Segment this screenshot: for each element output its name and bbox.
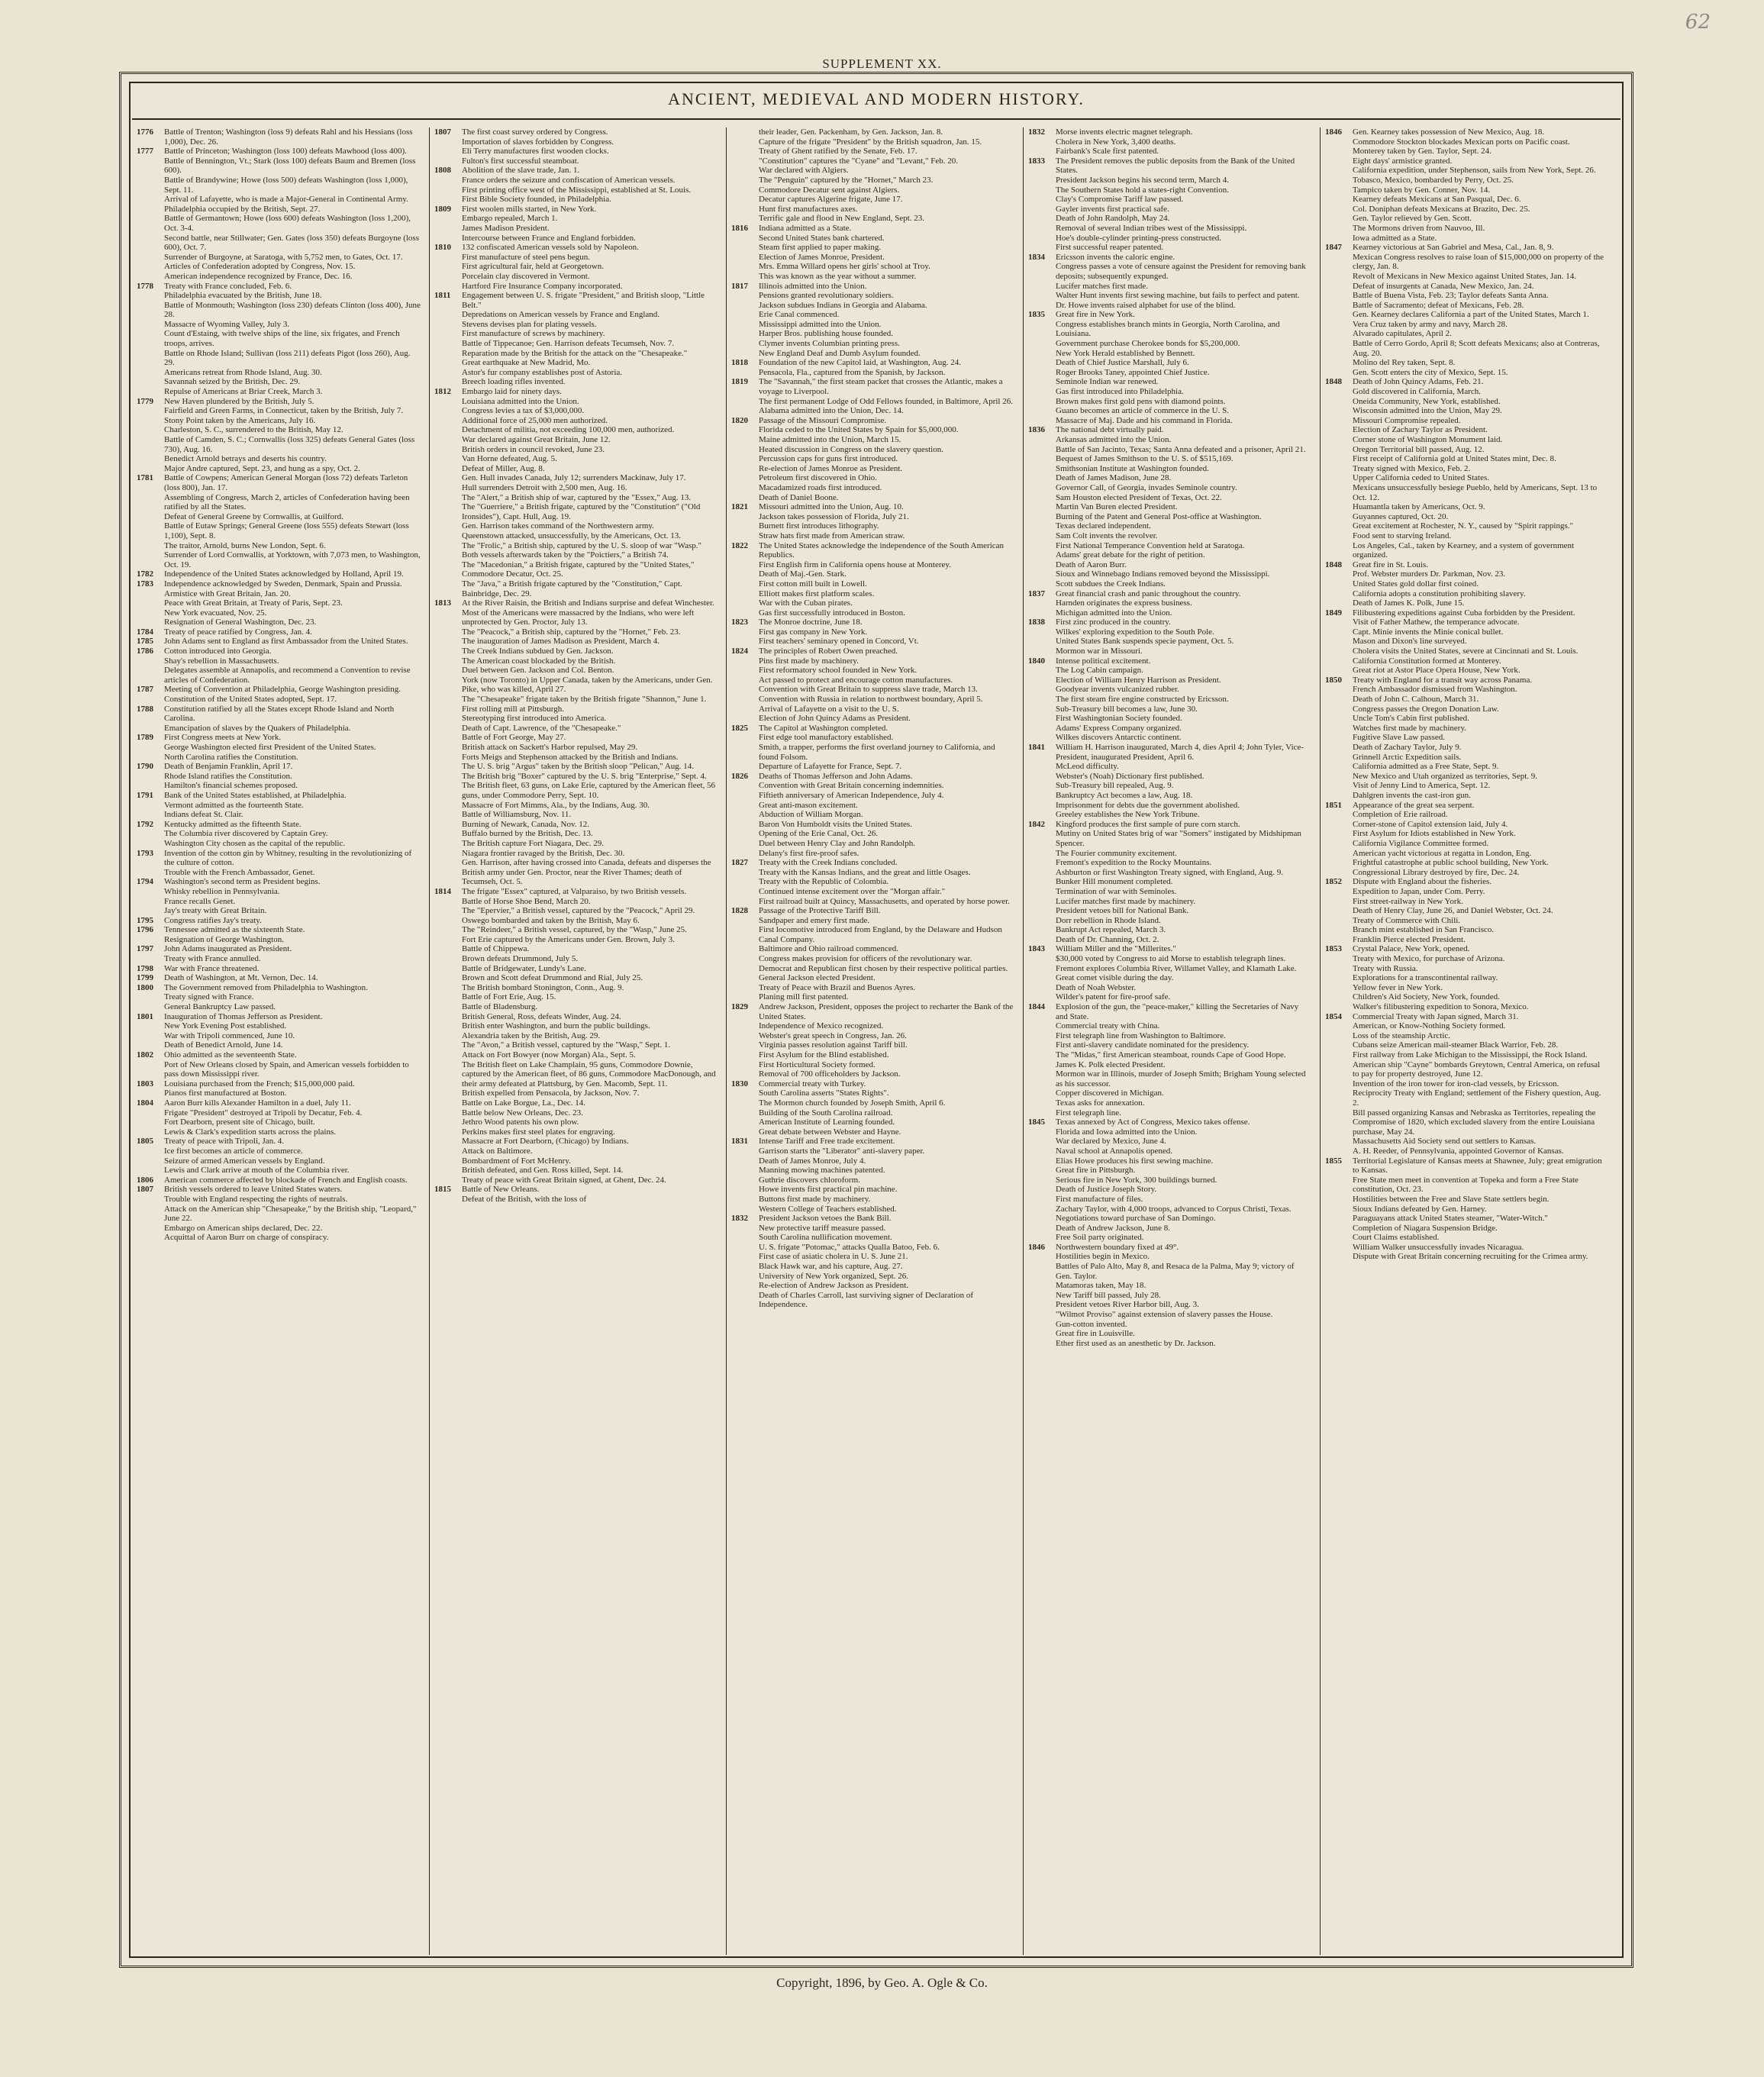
entry-year: 1807 <box>137 1185 153 1195</box>
entry-text: Morse invents electric magnet telegraph. Cholera in New York, 3,400 deaths. Fairbank's Scale first patented. <box>1056 127 1193 156</box>
entry-text: Kentucky admitted as the fifteenth State. The Columbia river discovered by Captain Grey. Washington City chosen as the capital of the republic. <box>164 819 346 848</box>
year-entry <box>137 705 421 734</box>
entry-year: 1854 <box>1325 1011 1342 1021</box>
entry-year: 1789 <box>137 733 153 743</box>
year-entry <box>434 127 718 166</box>
year-entry <box>1028 310 1311 425</box>
entry-text: Battle of Princeton; Washington (loss 100) defeats Mawhood (loss 400). Battle of Bennington, Vt.; Stark (loss 100) defeats Baum and Bremen (loss 600). Battle of Brandywine; Howe (loss 500) defeats Washington (loss 1,000), Sept. 11. Arrival of Lafayette, who is made a Major-General in Continental Army. Philadelphia occupied by the British, Sept. 27. Battle of Germantown; Howe (loss 600) defeats Washington (loss 1,200), Oct. 3-4. Second battle, near Stillwater; Gen. Gates (loss 350) defeats Burgoyne (loss 600), Oct. 7. Surrender of Burgoyne, at Saratoga, with 5,752 men, to Gates, Oct. 17. Articles of Confederation adopted by Congress, Nov. 15. American independence recognized by France, Dec. 16. <box>164 147 419 281</box>
year-entry <box>137 983 421 1012</box>
entry-year: 1801 <box>137 1011 153 1021</box>
year-entry <box>137 473 421 569</box>
entry-year: 1816 <box>731 223 748 233</box>
year-entry <box>434 598 718 887</box>
year-entry <box>137 820 421 849</box>
year-entry <box>1325 127 1608 243</box>
year-entry <box>434 387 718 598</box>
entry-text: Tennessee admitted as the sixteenth State. Resignation of George Washington. <box>164 925 305 944</box>
year-entry <box>137 973 421 983</box>
year-entry <box>1325 243 1608 377</box>
entry-year: 1855 <box>1325 1156 1342 1166</box>
entry-year: 1790 <box>137 762 153 772</box>
entry-text: Foundation of the new Capitol laid, at Washington, Aug. 24. Pensacola, Fla., captured from the Spanish, by Jackson. <box>759 358 962 377</box>
entry-year: 1797 <box>137 944 153 954</box>
year-entry <box>434 243 718 291</box>
entry-year: 1791 <box>137 790 153 800</box>
entry-text: First zinc produced in the country. Wilkes' exploring expedition to the South Pole. United States Bank suspends specie payment, Oct. 5. Mormon war in Missouri. <box>1056 618 1234 656</box>
entry-text: Commercial Treaty with Japan signed, March 31. American, or Know-Nothing Society formed. Loss of the steamship Arctic. Cubans seize American mail-steamer Black Warrior, Feb. 28. First railway from Lake Michigan to the Mississippi, the Rock Island. American ship "Cayne" bombards Greytown, Central America, on refusal to pay for property destroyed, June 12. Invention of the iron tower for iron-clad vessels, by Ericsson. Reciprocity Treaty with England; settlement of the Fishery question, Aug. 2. Bill passed organizing Kansas and Nebraska as Territories, repealing the Compromise of 1820, which excluded slavery from the entire Louisiana purchase, May 24. Massachusetts Aid Society send out settlers to Kansas. A. H. Reeder, of Pennsylvania, appointed Governor of Kansas. <box>1353 1011 1601 1156</box>
year-entry <box>434 1185 718 1204</box>
entry-text: Ericsson invents the caloric engine. Congress passes a vote of censure against the President for removing bank deposits; subsequently expunged. Lucifer matches first made. Walter Hunt invents first sewing machine, but fails to perfect and patent. Dr. Howe invents raised alphabet for use of the blind. <box>1056 252 1306 310</box>
year-entry <box>137 647 421 685</box>
entry-text: Meeting of Convention at Philadelphia, George Washington presiding. Constitution of the United States adopted, Sept. 17. <box>164 685 401 705</box>
year-entry <box>434 205 718 243</box>
entry-year: 1825 <box>731 723 748 733</box>
entry-text: Appearance of the great sea serpent. Completion of Erie railroad. Corner-stone of Capitol extension laid, July 4. First Asylum for Idiots established in New York. California Vigilance Committee formed. American yacht victorious at regatta in London, Eng. Frightful catastrophe at public school building, New York. Congressional Library destroyed by fire, Dec. 24. <box>1353 800 1549 877</box>
entry-year: 1844 <box>1028 1002 1045 1012</box>
entry-year: 1812 <box>434 387 451 397</box>
entry-text: Abolition of the slave trade, Jan. 1. France orders the seizure and confiscation of American vessels. First printing office west of the Mississippi, established at St. Louis. First Bible Society founded, in Philadelphia. <box>462 166 692 205</box>
entry-year: 1810 <box>434 243 451 253</box>
entry-year: 1842 <box>1028 819 1045 829</box>
year-entry <box>137 397 421 474</box>
year-entry <box>1325 676 1608 801</box>
entry-year: 1818 <box>731 358 748 368</box>
year-entry <box>1028 618 1311 656</box>
entry-year: 1796 <box>137 925 153 935</box>
entry-text: First Congress meets at New York. George Washington elected first President of the United States. North Carolina ratifies the Constitution. <box>164 733 376 762</box>
year-entry <box>731 1137 1014 1214</box>
year-entry <box>1325 1012 1608 1156</box>
entry-text: Battle of New Orleans. Defeat of the British, with the loss of <box>462 1185 587 1204</box>
entry-year: 1837 <box>1028 589 1045 598</box>
entry-year: 1830 <box>731 1079 748 1088</box>
year-entry <box>137 1098 421 1137</box>
entry-text: War with France threatened. <box>164 963 260 973</box>
entry-text: Dispute with England about the fisheries. Expedition to Japan, under Com. Perry. First street-railway in New York. Death of Henry Clay, June 26, and Daniel Webster, Oct. 24. Treaty of Commerce with Chili. Branch mint established in San Francisco. Franklin Pierce elected President. <box>1353 877 1553 944</box>
year-entry <box>137 1185 421 1243</box>
entry-text: William H. Harrison inaugurated, March 4, dies April 4; John Tyler, Vice-President, inaugurated President, April 6. McLeod difficulty. Webster's (Noah) Dictionary first published. Sub-Treasury bill repealed, Aug. 9. Bankruptcy Act becomes a law, Aug. 18. Imprisonment for debts due the government abolished. Greeley establishes the New York Tribune. <box>1056 743 1304 820</box>
entry-text: Intense Tariff and Free trade excitement. Garrison starts the "Liberator" anti-slavery paper. Death of James Monroe, July 4. Manning mowing machines patented. Guthrie discovers chloroform. Howe invents first practical pin machine. Buttons first made by machinery. Western College of Teachers established. <box>759 1137 925 1214</box>
copyright-line: Copyright, 1896, by Geo. A. Ogle & Co. <box>776 1975 988 1990</box>
entry-text: their leader, Gen. Packenham, by Gen. Jackson, Jan. 8. Capture of the frigate "President" by the British squadron, Jan. 15. Treaty of Ghent ratified by the Senate, Feb. 17. "Constitution" captures the "Cyane" and "Levant," Feb. 20. War declared with Algiers. The "Penguin" captured by the "Hornet," March 23. Commodore Decatur sent against Algiers. Decatur captures Algerine frigate, June 17. Hunt first manufactures axes. Terrific gale and flood in New England, Sept. 23. <box>759 127 982 224</box>
entry-year: 1832 <box>731 1214 748 1224</box>
entry-year: 1835 <box>1028 310 1045 320</box>
entry-text: The United States acknowledge the independence of the South American Republics. First English firm in California opens house at Monterey. Death of Maj.-Gen. Stark. First cotton mill built in Lowell. Elliott makes first platform scales. War with the Cuban pirates. Gas first successfully introduced in Boston. <box>759 540 1005 618</box>
entry-text: Embargo laid for ninety days. Louisiana admitted into the Union. Congress levies a tax of $3,000,000. Additional force of 25,000 men authorized. Detachment of militia, not exceeding 100,000 men, authorized. War declared against Great Britain, June 12. British orders in council revoked, June 23. Van Horne defeated, Aug. 5. Defeat of Miller, Aug. 8. Gen. Hull invades Canada, July 12; surrenders Mackinaw, July 17. Hull surrenders Detroit with 2,500 men, Aug. 16. The "Alert," a British ship of war, captured by the "Essex," Aug. 13. The "Guerriere," a British frigate, captured by the "Constitution" ("Old Ironsides"), Capt. Hull, Aug. 19. Gen. Harrison takes command of the Northwestern army. Queenstown attacked, unsuccessfully, by the Americans, Oct. 13. The "Frolic," a British ship, captured by the U. S. sloop of war "Wasp." Both vessels afterwards taken by the "Poictiers," a British 74. The "Macedonian," a British frigate, captured by the "United States," Commodore Decatur, Oct. 25. The "Java," a British frigate captured by the "Constitution," Capt. Bainbridge, Dec. 29. <box>462 387 702 598</box>
entry-year: 1834 <box>1028 252 1045 262</box>
entry-text: The Capitol at Washington completed. First edge tool manufactory established. Smith, a trapper, performs the first overland journey to California, and found Folsom. Departure of Lafayette for France, Sept. 7. <box>759 723 995 772</box>
entry-year: 1779 <box>137 396 153 406</box>
entry-year: 1815 <box>434 1185 451 1195</box>
entry-text: Great fire in New York. Congress establishes branch mints in Georgia, North Carolina, and Louisiana. Government purchase Cherokee bonds for $5,200,000. New York Herald established by Bennett. Death of Chief Justice Marshall, July 6. Roger Brooks Taney, appointed Chief Justice. Seminole Indian war renewed. Gas first introduced into Philadelphia. Brown makes first gold pens with diamond points. Guano becomes an article of commerce in the U. S. Massacre of Maj. Dade and his command in Florida. <box>1056 310 1280 425</box>
entry-text: The "Savannah," the first steam packet that crosses the Atlantic, makes a voyage to Liverpool. The first permanent Lodge of Odd Fellows founded, in Baltimore, April 26. Alabama admitted into the Union, Dec. 14. <box>759 377 1013 416</box>
year-entry <box>731 224 1014 282</box>
entry-text: Kearney victorious at San Gabriel and Mesa, Cal., Jan. 8, 9. Mexican Congress resolves to raise loan of $15,000,000 on property of the clergy, Jan. 8. Revolt of Mexicans in New Mexico against United States, Jan. 14. Defeat of insurgents at Canada, New Mexico, Jan. 24. Battle of Buena Vista, Feb. 23; Taylor defeats Santa Anna. Battle of Sacramento; defeat of Mexicans, Feb. 28. Gen. Kearney declares California a part of the United States, March 1. Vera Cruz taken by army and navy, March 28. Alvarado capitulates, April 2. Battle of Cerro Gordo, April 8; Scott defeats Mexicans; also at Contreras, Aug. 20. Molino del Rey taken, Sept. 8. Gen. Scott enters the city of Mexico, Sept. 15. <box>1353 243 1604 377</box>
entry-text: Aaron Burr kills Alexander Hamilton in a duel, July 11. Frigate "President" destroyed at Tripoli by Decatur, Feb. 4. Fort Dearborn, present site of Chicago, built. Lewis & Clark's expedition starts across the plains. <box>164 1098 363 1137</box>
entry-year: 1778 <box>137 281 153 291</box>
entry-year: 1845 <box>1028 1118 1045 1127</box>
entry-text: Treaty of peace ratified by Congress, Jan. 4. <box>164 627 312 637</box>
entry-text: Treaty of peace with Tripoli, Jan. 4. Ice first becomes an article of commerce. Seizure of armed American vessels by England. Lewis and Clark arrive at mouth of the Columbia river. <box>164 1137 350 1176</box>
entry-year: 1813 <box>434 598 451 608</box>
entry-year: 1808 <box>434 166 451 176</box>
entry-text: Gen. Kearney takes possession of New Mexico, Aug. 18. Commodore Stockton blockades Mexican ports on Pacific coast. Monterey taken by Gen. Taylor, Sept. 24. Eight days' armistice granted. California expedition, under Stephenson, sails from New York, Sept. 26. Tobasco, Mexico, bombarded by Perry, Oct. 25. Tampico taken by Gen. Conner, Nov. 14. Kearney defeats Mexicans at San Pasqual, Dec. 6. Col. Doniphan defeats Mexicans at Brazito, Dec. 25. Gen. Taylor relieved by Gen. Scott. The Mormons driven from Nauvoo, Ill. Iowa admitted as a State. <box>1353 127 1596 243</box>
year-entry <box>731 358 1014 377</box>
entry-year: 1819 <box>731 377 748 387</box>
year-entry <box>434 166 718 204</box>
entry-text: First woolen mills started, in New York. Embargo repealed, March 1. James Madison President. Intercourse between France and England forbidden. <box>462 204 636 243</box>
year-entry <box>137 569 421 579</box>
entry-year: 1852 <box>1325 877 1342 887</box>
title-rule <box>132 118 1620 120</box>
entry-year <box>731 127 759 224</box>
entry-year: 1836 <box>1028 425 1045 435</box>
entry-text: Engagement between U. S. frigate "President," and British sloop, "Little Belt." Depredations on American vessels by France and England. Stevens devises plan for plating vessels. First manufacture of screws by machinery. Battle of Tippecanoe; Gen. Harrison defeats Tecumseh, Nov. 7. Reparation made by the British for the attack on the "Chesapeake." Great earthquake at New Madrid, Mo. Astor's fur company establishes post of Astoria. Breech loading rifles invented. <box>462 291 705 387</box>
year-entry <box>1028 1002 1311 1118</box>
year-entry <box>137 282 421 397</box>
entry-text: The national debt virtually paid. Arkansas admitted into the Union. Battle of San Jacinto, Texas; Santa Anna defeated and a prisoner, April 21. Bequest of James Smithson to the U. S. of $515,169. Smithsonian Institute at Washington founded. Death of James Madison, June 28. Governor Call, of Georgia, invades Seminole country. Sam Houston elected President of Texas, Oct. 22. Martin Van Buren elected President. Burning of the Patent and General Post-office at Washington. Texas declared independent. Sam Colt invents the revolver. First National Temperance Convention held at Saratoga. Adams' great debate for the right of petition. Death of Aaron Burr. Sioux and Winnebago Indians removed beyond the Mississippi. Scott subdues the Creek Indians. <box>1056 425 1306 589</box>
entry-text: Cotton introduced into Georgia. Shay's rebellion in Massachusetts. Delegates assemble at Annapolis, and recommend a Convention to revise articles of Confederation. <box>164 647 411 685</box>
year-entry <box>731 618 1014 647</box>
year-entry <box>137 925 421 944</box>
entry-text: Constitution ratified by all the States except Rhode Island and North Carolina. Emancipation of slaves by the Quakers of Philadelphia. <box>164 704 395 733</box>
column-5 <box>1320 127 1613 1955</box>
year-entry <box>731 416 1014 502</box>
year-entry <box>731 724 1014 772</box>
year-entry <box>137 733 421 762</box>
entry-text: Texas annexed by Act of Congress, Mexico takes offense. Florida and Iowa admitted into the Union. War declared by Mexico, June 4. Naval school at Annapolis opened. Elias Howe produces his first sewing machine. Great fire in Pittsburgh. Serious fire in New York, 300 buildings burned. Death of Justice Joseph Story. First manufacture of files. Zachary Taylor, with 4,000 troops, advanced to Corpus Christi, Texas. Negotiations toward purchase of San Domingo. Death of Andrew Jackson, June 8. Free Soil party originated. <box>1056 1118 1292 1243</box>
entry-year: 1784 <box>137 627 153 637</box>
entry-year: 1811 <box>434 291 451 301</box>
entry-text: Congress ratifies Jay's treaty. <box>164 915 262 925</box>
entry-text: Commercial treaty with Turkey. South Carolina asserts "States Rights". The Mormon church founded by Joseph Smith, April 6. Building of the South Carolina railroad. American Institute of Learning founded. Great debate between Webster and Hayne. <box>759 1079 946 1137</box>
entry-year: 1800 <box>137 982 153 992</box>
year-entry <box>1325 801 1608 878</box>
entry-year: 1827 <box>731 858 748 868</box>
entry-text: Independence acknowledged by Sweden, Denmark, Spain and Prussia. Armistice with Great Britain, Jan. 20. Peace with Great Britain, at Treaty of Paris, Sept. 23. New York evacuated, Nov. 25. Resignation of General Washington, Dec. 23. <box>164 579 402 627</box>
entry-text: President Jackson vetoes the Bank Bill. New protective tariff measure passed. South Carolina nullification movement. U. S. frigate "Potomac," attacks Qualla Batoo, Feb. 6. First case of asiatic cholera in U. S. June 21. Black Hawk war, and his capture, Aug. 27. University of New York organized, Sept. 26. Re-election of Andrew Jackson as President. Death of Charles Carroll, last surviving signer of Declaration of Independence. <box>759 1214 974 1310</box>
entry-text: British vessels ordered to leave United States waters. Trouble with England respecting the rights of neutrals. Attack on the American ship "Chesapeake," by the British ship, "Leopard," June 22. Embargo on American ships declared, Dec. 22. Acquittal of Aaron Burr on charge of conspiracy. <box>164 1185 417 1243</box>
entry-text: Great financial crash and panic throughout the country. Harnden originates the express business. Michigan admitted into the Union. <box>1056 589 1241 618</box>
entry-year: 1809 <box>434 204 451 214</box>
entry-year: 1840 <box>1028 656 1045 666</box>
entry-year: 1776 <box>137 127 153 137</box>
entry-text: Louisiana purchased from the French; $15,000,000 paid. Pianos first manufactured at Boston. <box>164 1079 355 1098</box>
entry-year: 1798 <box>137 963 153 973</box>
page-frame <box>119 72 1633 1968</box>
entry-text: At the River Raisin, the British and Indians surprise and defeat Winchester. Most of the Americans were massacred by the Indians, who were left unprotected by Gen. Proctor, July 13. The "Peacock," a British ship, captured by the "Hornet," Feb. 23. The inauguration of James Madison as President, March 4. The Creek Indians subdued by Gen. Jackson. The American coast blockaded by the British. Duel between Gen. Jackson and Col. Benton. York (now Toronto) in Upper Canada, taken by the Americans, under Gen. Pike, who was killed, April 27. The "Chesapeake" frigate taken by the British frigate "Shannon," June 1. First rolling mill at Pittsburgh. Stereotyping first introduced into America. Death of Capt. Lawrence, of the "Chesapeake." Battle of Fort George, May 27. British attack on Sackett's Harbor repulsed, May 29. Forts Meigs and Stephenson attacked by the British and Indians. The U. S. brig "Argus" taken by the British sloop "Pelican," Aug. 14. The British brig "Boxer" captured by the U. S. brig "Enterprise," Sept. 4. The British fleet, 63 guns, on Lake Erie, captured by the American fleet, 56 guns, under Commodore Perry, Sept. 10. Massacre of Fort Mimms, Ala., by the Indians, Aug. 30. Battle of Williamsburg, Nov. 11. Burning of Newark, Canada, Nov. 12. Buffalo burned by the British, Dec. 13. The British capture Fort Niagara, Dec. 29. Niagara frontier ravaged by the British, Dec. 30. Gen. Harrison, after having crossed into Canada, defeats and disperses the British army under Gen. Proctor, near the River Thames; death of Tecumseh, Oct. 5. <box>462 598 716 887</box>
year-entry <box>1028 127 1311 156</box>
entry-text: American commerce affected by blockade of French and English coasts. <box>164 1175 408 1185</box>
entry-year: 1832 <box>1028 127 1045 137</box>
entry-year: 1786 <box>137 647 153 656</box>
year-entry <box>1028 156 1311 253</box>
entry-year: 1824 <box>731 647 748 656</box>
year-entry <box>137 1079 421 1098</box>
entry-year: 1792 <box>137 819 153 829</box>
entry-text: Battle of Trenton; Washington (loss 9) defeats Rahl and his Hessians (loss 1,000), Dec. 26. <box>164 127 413 147</box>
entry-text: Intense political excitement. The Log Cabin campaign. Election of William Henry Harrison as President. Goodyear invents vulcanized rubber. The first steam fire engine constructed by Ericsson. Sub-Treasury bill becomes a law, June 30. First Washingtonian Society founded. Adams' Express Company organized. Wilkes discovers Antarctic continent. <box>1056 656 1229 743</box>
year-entry <box>731 377 1014 415</box>
entry-text: Great fire in St. Louis. Prof. Webster murders Dr. Parkman, Nov. 23. United States gold dollar first coined. California adopts a constitution prohibiting slavery. Death of James K. Polk, June 15. <box>1353 560 1526 608</box>
entry-text: The principles of Robert Owen preached. Pins first made by machinery. First reformatory school founded in New York. Act passed to protect and encourage cotton manufactures. Convention with Great Britain to suppress slave trade, March 13. Convention with Russia in relation to northwest boundary, April 5. Arrival of Lafayette on a visit to the U. S. Election of John Quincy Adams as President. <box>759 647 983 724</box>
entry-year: 1828 <box>731 906 748 916</box>
year-entry <box>731 127 1014 224</box>
year-entry <box>137 127 421 147</box>
entry-text: Treaty with France concluded, Feb. 6. Philadelphia evacuated by the British, June 18. Battle of Monmouth; Washington (loss 230) defeats Clinton (loss 400), June 28. Massacre of Wyoming Valley, July 3. Count d'Estaing, with twelve ships of the line, six frigates, and French troops, arrives. Battle on Rhode Island; Sullivan (loss 211) defeats Pigot (loss 260), Aug. 29. Americans retreat from Rhode Island, Aug. 30. Savannah seized by the British, Dec. 29. Repulse of Americans at Briar Creek, March 3. <box>164 281 421 397</box>
year-entry <box>1028 1243 1311 1349</box>
year-entry <box>1028 656 1311 743</box>
entry-year: 1785 <box>137 637 153 647</box>
entry-text: John Adams sent to England as first Ambassador from the United States. <box>164 637 408 647</box>
entry-text: Invention of the cotton gin by Whitney, resulting in the revolutionizing of the culture of cotton. Trouble with the French Ambassador, Genet. <box>164 848 412 877</box>
entry-year: 1787 <box>137 685 153 695</box>
year-entry <box>137 1050 421 1079</box>
entry-text: Filibustering expeditions against Cuba forbidden by the President. Visit of Father Mathew, the temperance advocate. Capt. Minie invents the Minie conical bullet. Mason and Dixon's line surveyed. Cholera visits the United States, severe at Cincinnati and St. Louis. California Constitution formed at Monterey. Great riot at Astor Place Opera House, New York. <box>1353 608 1579 676</box>
year-entry <box>731 858 1014 906</box>
year-entry <box>1028 1118 1311 1243</box>
year-entry <box>137 944 421 963</box>
entry-year: 1848 <box>1325 560 1342 569</box>
year-entry <box>1028 820 1311 945</box>
entry-year: 1853 <box>1325 944 1342 954</box>
year-entry <box>137 147 421 281</box>
entry-year: 1817 <box>731 281 748 291</box>
entry-text: The frigate "Essex" captured, at Valparaiso, by two British vessels. Battle of Horse Shoe Bend, March 20. The "Epervier," a British vessel, captured by the "Peacock," April 29. Oswego bombarded and taken by the British, May 6. The "Reindeer," a British vessel, captured, by the "Wasp," June 25. Fort Erie captured by the Americans under Gen. Brown, July 3. Battle of Chippewa. Brown defeats Drummond, July 5. Battle of Bridgewater, Lundy's Lane. Brown and Scott defeat Drummond and Rial, July 25. The British bombard Stonington, Conn., Aug. 9. Battle of Fort Erie, Aug. 15. Battle of Bladensburg. British General, Ross, defeats Winder, Aug. 24. British enter Washington, and burn the public buildings. Alexandria taken by the British, Aug. 29. The "Avon," a British vessel, captured by the "Wasp," Sept. 1. Attack on Fort Bowyer (now Morgan) Ala., Sept. 5. The British fleet on Lake Champlain, 95 guns, Commodore Downie, captured by the American fleet, of 86 guns, Commodore MacDonough, and their army defeated at Plattsburg, by Gen. Macomb, Sept. 11. British expelled from Pensacola, by Jackson, Nov. 7. Battle on Lake Borgue, La., Dec. 14. Battle below New Orleans, Dec. 23. Jethro Wood patents his own plow. Perkins makes first steel plates for engraving. Massacre at Fort Dearborn, (Chicago) by Indians. Attack on Baltimore. Bombardment of Fort McHenry. British defeated, and Gen. Ross killed, Sept. 14. Treaty of peace with Great Britain signed, at Ghent, Dec. 24. <box>462 886 716 1185</box>
entry-year: 1851 <box>1325 800 1342 810</box>
entry-text: Inauguration of Thomas Jefferson as President. New York Evening Post established. War with Tripoli commenced, June 10. Death of Benedict Arnold, June 14. <box>164 1011 323 1050</box>
year-entry <box>731 647 1014 724</box>
entry-year: 1820 <box>731 415 748 425</box>
entry-year: 1838 <box>1028 618 1045 627</box>
entry-text: Death of John Quincy Adams, Feb. 21. Gold discovered in California, March. Oneida Community, New York, established. Wisconsin admitted into the Union, May 29. Missouri Compromise repealed. Election of Zachary Taylor as President. Corner stone of Washington Monument laid. Oregon Territorial bill passed, Aug. 12. First receipt of California gold at United States mint, Dec. 8. Treaty signed with Mexico, Feb. 2. Upper California ceded to United States. Mexicans unsuccessfully besiege Pueblo, held by Americans, Sept. 13 to Oct. 12. Huamantla taken by Americans, Oct. 9. Guyannes captured, Oct. 20. Great excitement at Rochester, N. Y., caused by "Spirit rappings." Food sent to starving Ireland. Los Angeles, Cal., taken by Kearney, and a system of government organized. <box>1353 377 1598 560</box>
entry-year: 1833 <box>1028 156 1045 166</box>
entry-year: 1814 <box>434 886 451 896</box>
entry-text: Treaty with the Creek Indians concluded. Treaty with the Kansas Indians, and the great and little Osages. Treaty with the Republic of Colombia. Continued intense excitement over the "Morgan affair." First railroad built at Quincy, Massachusetts, and operated by horse power. <box>759 858 1010 906</box>
year-entry <box>731 282 1014 359</box>
year-entry <box>731 1214 1014 1310</box>
year-entry <box>1325 377 1608 560</box>
entry-text: Passage of the Protective Tariff Bill. Sandpaper and emery first made. First locomotive introduced from England, by the Delaware and Hudson Canal Company. Baltimore and Ohio railroad commenced. Congress makes provision for officers of the revolutionary war. Democrat and Republican first chosen by their respective political parties. General Jackson elected President. Treaty of Peace with Brazil and Buenos Ayres. Planing mill first patented. <box>759 906 1008 1002</box>
entry-year: 1795 <box>137 915 153 925</box>
year-entry <box>731 1079 1014 1137</box>
year-entry <box>1028 589 1311 618</box>
entry-year: 1802 <box>137 1050 153 1059</box>
year-entry <box>1325 944 1608 1011</box>
entry-text: New Haven plundered by the British, July 5. Fairfield and Green Farms, in Connecticut, taken by the British, July 7. Stony Point taken by the Americans, July 16. Charleston, S. C., surrendered to the British, May 12. Battle of Camden, S. C.; Cornwallis (loss 325) defeats General Gates (loss 730), Aug. 16. Benedict Arnold betrays and deserts his country. Major Andre captured, Sept. 23, and hung as a spy, Oct. 2. <box>164 396 415 473</box>
year-entry <box>137 685 421 704</box>
entry-text: Battle of Cowpens; American General Morgan (loss 72) defeats Tarleton (loss 800), Jan. 17. Assembling of Congress, March 2, articles of Confederation having been ratified by all the States. Defeat of General Greene by Cornwallis, at Guilford. Battle of Eutaw Springs; General Greene (loss 555) defeats Stewart (loss 1,100), Sept. 8. The traitor, Arnold, burns New London, Sept. 6. Surrender of Lord Cornwallis, at Yorktown, with 7,073 men, to Washington, Oct. 19. <box>164 473 421 569</box>
year-entry <box>1028 253 1311 311</box>
entry-text: The Monroe doctrine, June 18. First gas company in New York. First teachers' seminary opened in Concord, Vt. <box>759 618 919 647</box>
margin-note: 62 <box>1685 11 1711 34</box>
year-entry <box>1028 944 1311 1002</box>
year-entry <box>731 906 1014 1002</box>
entry-year: 1841 <box>1028 743 1045 752</box>
entry-year: 1849 <box>1325 608 1342 618</box>
entry-text: Missouri admitted into the Union, Aug. 10. Jackson takes possession of Florida, July 21. Burnett first introduces lithography. Straw hats first made from American straw. <box>759 502 909 540</box>
entry-text: Deaths of Thomas Jefferson and John Adams. Convention with Great Britain concerning indemnities. Fiftieth anniversary of American Independence, July 4. Great anti-mason excitement. Abduction of William Morgan. Baron Von Humboldt visits the United States. Opening of the Erie Canal, Oct. 26. Duel between Henry Clay and John Randolph. Delany's first fire-proof safes. <box>759 771 944 858</box>
year-entry <box>137 637 421 647</box>
entry-text: Independence of the United States acknowledged by Holland, April 19. <box>164 569 404 579</box>
year-entry <box>1028 425 1311 589</box>
entry-year: 1822 <box>731 540 748 550</box>
entry-text: Territorial Legislature of Kansas meets at Shawnee, July; great emigration to Kansas. Free State men meet in convention at Topeka and form a Free State constitution, Oct. 23. Hostilities between the Free and Slave State settlers begin. Sioux Indians defeated by Gen. Harney. Paraguayans attack United States steamer, "Water-Witch." Completion of Niagara Suspension Bridge. Court Claims established. William Walker unsuccessfully invades Nicaragua. Dispute with Great Britain concerning recruiting for the Crimea army. <box>1353 1156 1602 1262</box>
year-entry <box>1325 608 1608 676</box>
entry-text: Illinois admitted into the Union. Pensions granted revolutionary soldiers. Jackson subdues Indians in Georgia and Alabama. Erie Canal commenced. Mississippi admitted into the Union. Harper Bros. publishing house founded. Clymer invents Columbian printing press. New England Deaf and Dumb Asylum founded. <box>759 281 927 358</box>
column-2 <box>429 127 722 1955</box>
entry-year: 1846 <box>1325 127 1342 137</box>
entry-text: Treaty with England for a transit way across Panama. French Ambassador dismissed from Washington. Death of John C. Calhoun, March 31. Congress passes the Oregon Donation Law. Uncle Tom's Cabin first published. Watches first made by machinery. Fugitive Slave Law passed. Death of Zachary Taylor, July 9. Grinnell Arctic Expedition sails. California admitted as a Free State, Sept. 9. New Mexico and Utah organized as territories, Sept. 9. Visit of Jenny Lind to America, Sept. 12. Dahlgren invents the cast-iron gun. <box>1353 675 1538 800</box>
entry-year: 1823 <box>731 618 748 627</box>
year-entry <box>731 502 1014 540</box>
year-entry <box>137 791 421 820</box>
entry-text: Andrew Jackson, President, opposes the project to recharter the Bank of the United States. Independence of Mexico recognized. Webster's great speech in Congress, Jan. 26. Virginia passes resolution against Tariff bill. First Asylum for the Blind established. First Horticultural Society formed. Removal of 700 officeholders by Jackson. <box>759 1002 1014 1079</box>
entry-year: 1829 <box>731 1002 748 1012</box>
entry-text: Northwestern boundary fixed at 49°. Hostilities begin in Mexico. Battles of Palo Alto, May 8, and Resaca de la Palma, May 9; victory of Gen. Taylor. Matamoras taken, May 18. New Tariff bill passed, July 28. President vetoes River Harbor bill, Aug. 3. "Wilmot Proviso" against extension of slavery passes the House. Gun-cotton invented. Great fire in Louisville. Ether first used as an anesthetic by Dr. Jackson. <box>1056 1242 1295 1348</box>
entry-text: 132 confiscated American vessels sold by Napoleon. First manufacture of steel pens begun. First agricultural fair, held at Georgetown. Porcelain clay discovered in Vermont. Hartford Fire Insurance Company incorporated. <box>462 243 639 291</box>
year-entry <box>1028 743 1311 820</box>
entry-year: 1782 <box>137 569 153 579</box>
entry-year: 1821 <box>731 502 748 512</box>
entry-text: The first coast survey ordered by Congress. Importation of slaves forbidden by Congress. Eli Terry manufactures first wooden clocks. Fulton's first successful steamboat. <box>462 127 614 166</box>
entry-year: 1794 <box>137 877 153 887</box>
year-entry <box>1325 560 1608 608</box>
entry-year: 1804 <box>137 1098 153 1108</box>
entry-year: 1826 <box>731 771 748 781</box>
entry-year: 1848 <box>1325 377 1342 387</box>
entry-text: Crystal Palace, New York, opened. Treaty with Mexico, for purchase of Arizona. Treaty with Russia. Explorations for a transcontinental railway. Yellow fever in New York. Children's Aid Society, New York, founded. Walker's filibustering expedition to Sonora, Mexico. <box>1353 944 1529 1012</box>
entry-year: 1783 <box>137 579 153 589</box>
entry-year: 1803 <box>137 1079 153 1088</box>
column-4 <box>1023 127 1316 1955</box>
year-entry <box>137 916 421 926</box>
entry-year: 1799 <box>137 973 153 983</box>
year-entry <box>137 877 421 915</box>
entry-text: William Miller and the "Millerites." $30,000 voted by Congress to aid Morse to establish telegraph lines. Fremont explores Columbia River, Willamet Valley, and Klamath Lake. Great comet visible during the day. Death of Noah Webster. Wilder's patent for fire-proof safe. <box>1056 944 1297 1002</box>
entry-year: 1781 <box>137 473 153 483</box>
columns-container <box>132 127 1620 1955</box>
year-entry <box>137 1137 421 1175</box>
entry-text: Kingford produces the first sample of pure corn starch. Mutiny on United States brig of war "Somers" instigated by Midshipman Spencer. The Fourier community excitement. Fremont's expedition to the Rocky Mountains. Ashburton or first Washington Treaty signed, with England, Aug. 9. Bunker Hill monument completed. Termination of war with Seminoles. Lucifer matches first made by machinery. President vetoes bill for National Bank. Dorr rebellion in Rhode Island. Bankrupt Act repealed, March 3. Death of Dr. Channing, Oct. 2. <box>1056 819 1301 944</box>
entry-year: 1843 <box>1028 944 1045 954</box>
entry-text: Death of Washington, at Mt. Vernon, Dec. 14. <box>164 973 318 983</box>
page-title: ANCIENT, MEDIEVAL AND MODERN HISTORY. <box>668 89 1085 108</box>
year-entry <box>137 1176 421 1185</box>
entry-year: 1807 <box>434 127 451 137</box>
year-entry <box>137 964 421 974</box>
column-1 <box>132 127 425 1955</box>
year-entry <box>137 762 421 791</box>
year-entry <box>731 1002 1014 1079</box>
year-entry <box>731 541 1014 618</box>
year-entry <box>137 579 421 627</box>
entry-year: 1793 <box>137 848 153 858</box>
entry-year: 1850 <box>1325 675 1342 685</box>
entry-text: Explosion of the gun, the "peace-maker," killing the Secretaries of Navy and State. Commercial treaty with China. First telegraph line from Washington to Baltimore. First anti-slavery candidate nominated for the presidency. The "Midas," first American steamboat, rounds Cape of Good Hope. James K. Polk elected President. Mormon war in Illinois, murder of Joseph Smith; Brigham Young selected as his successor. Copper discovered in Michigan. Texas asks for annexation. First telegraph line. <box>1056 1002 1306 1118</box>
entry-text: John Adams inaugurated as President. Treaty with France annulled. <box>164 944 292 964</box>
entry-text: Bank of the United States established, at Philadelphia. Vermont admitted as the fourteenth State. Indians defeat St. Clair. <box>164 790 347 820</box>
entry-text: The Government removed from Philadelphia to Washington. Treaty signed with France. General Bankruptcy Law passed. <box>164 982 368 1012</box>
year-entry <box>137 849 421 878</box>
entry-year: 1805 <box>137 1137 153 1147</box>
year-entry <box>434 291 718 387</box>
column-3 <box>726 127 1019 1955</box>
year-entry <box>731 772 1014 858</box>
entry-year: 1846 <box>1028 1242 1045 1252</box>
entry-year: 1777 <box>137 147 153 156</box>
entry-text: Washington's second term as President begins. Whisky rebellion in Pennsylvania. France recalls Genet. Jay's treaty with Great Britain. <box>164 877 321 916</box>
year-entry <box>434 887 718 1185</box>
year-entry <box>1325 877 1608 944</box>
entry-text: Death of Benjamin Franklin, April 17. Rhode Island ratifies the Constitution. Hamilton's financial schemes proposed. <box>164 762 298 791</box>
entry-year: 1788 <box>137 704 153 714</box>
year-entry <box>137 627 421 637</box>
year-entry <box>137 1012 421 1050</box>
entry-text: Indiana admitted as a State. Second United States bank chartered. Steam first applied to paper making. Election of James Monroe, President. Mrs. Emma Willard opens her girls' school at Troy. This was known as the year without a summer. <box>759 223 930 281</box>
entry-text: Ohio admitted as the seventeenth State. Port of New Orleans closed by Spain, and American vessels forbidden to pass down Mississippi river. <box>164 1050 409 1079</box>
supplement-label: SUPPLEMENT XX. <box>822 56 942 71</box>
entry-text: The President removes the public deposits from the Bank of the United States. President Jackson begins his second term, March 4. The Southern States hold a states-right Convention. Clay's Compromise Tariff law passed. Gayler invents first practical safe. Death of John Randolph, May 24. Removal of several Indian tribes west of the Mississippi. Hoe's double-cylinder printing-press constructed. First successful reaper patented. <box>1056 156 1295 253</box>
year-entry <box>1325 1156 1608 1263</box>
entry-text: Passage of the Missouri Compromise. Florida ceded to the United States by Spain for $5,000,000. Maine admitted into the Union, March 15. Heated discussion in Congress on the slavery question. Percussion caps for guns first introduced. Re-election of James Monroe as President. Petroleum first discovered in Ohio. Macadamized roads first introduced. Death of Daniel Boone. <box>759 415 959 502</box>
entry-year: 1806 <box>137 1175 153 1185</box>
entry-year: 1847 <box>1325 243 1342 253</box>
entry-year: 1831 <box>731 1137 748 1147</box>
